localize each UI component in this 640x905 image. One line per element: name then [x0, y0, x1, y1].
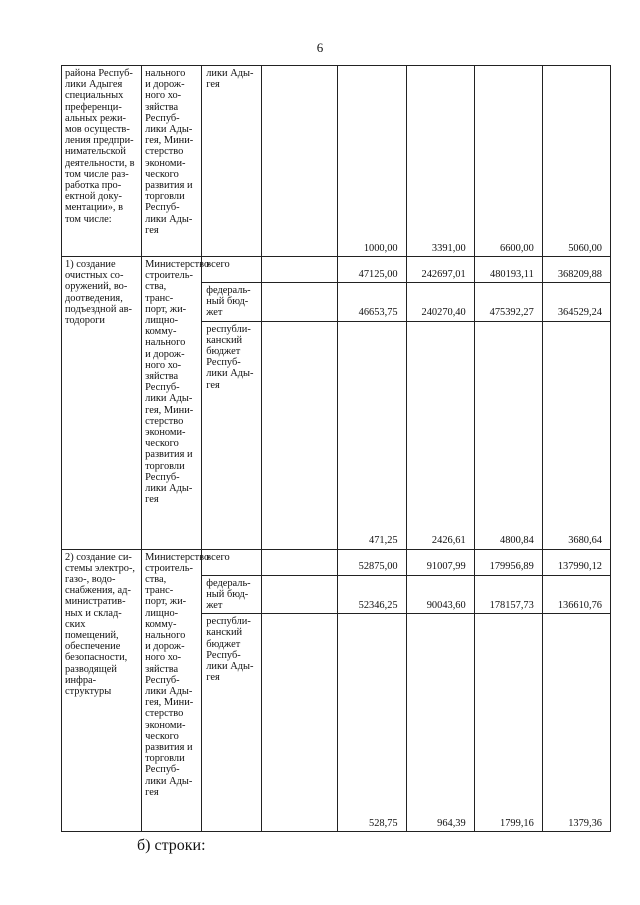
- executor-cell: Министерство строитель- ства, транс- порт, жи- лищно- комму- нального и дорож- ного хо- зяйства Респуб- лики Ады- гея, Мини- стерство экономи- ческого развития и торговли Респуб- лики Ады- гея: [142, 549, 202, 832]
- page-number: 6: [316, 40, 324, 55]
- measure-name-cell: 1) создание очистных со- оружений, во- доотведения, подъездной ав- тодороги: [62, 257, 142, 550]
- value-cell: 3680,64: [542, 321, 610, 549]
- budget-table: [61, 65, 611, 832]
- value-cell: 6600,00: [474, 66, 542, 257]
- funding-source-cell: федераль- ный бюд- жет: [202, 575, 262, 614]
- table-row: [62, 66, 611, 257]
- value-cell: 240270,40: [406, 283, 474, 322]
- table-row: [62, 257, 611, 283]
- value-cell: 242697,01: [406, 257, 474, 283]
- value-cell: 1000,00: [338, 66, 406, 257]
- value-cell: 137990,12: [542, 549, 610, 575]
- value-cell: 52346,25: [338, 575, 406, 614]
- value-cell: 1799,16: [474, 614, 542, 832]
- value-cell: 368209,88: [542, 257, 610, 283]
- value-cell: 4800,84: [474, 321, 542, 549]
- table-row: [62, 549, 611, 575]
- value-cell: 2426,61: [406, 321, 474, 549]
- value-cell: 480193,11: [474, 257, 542, 283]
- value-cell: 90043,60: [406, 575, 474, 614]
- measure-name-cell: района Респуб- лики Адыгея специальных преференци- альных режи- мов осуществ- ления предпри- нимательской деятельности, в том числе раз- работка про- ектной доку- ментации», в том числе:: [62, 66, 142, 257]
- value-cell: 52875,00: [338, 549, 406, 575]
- empty-cell: [262, 66, 338, 257]
- value-cell: 178157,73: [474, 575, 542, 614]
- funding-source-cell: всего: [202, 549, 262, 575]
- empty-cell: [262, 614, 338, 832]
- value-cell: 3391,00: [406, 66, 474, 257]
- empty-cell: [262, 321, 338, 549]
- value-cell: 179956,89: [474, 549, 542, 575]
- executor-cell: Министерство строитель- ства, транс- порт, жи- лищно- комму- нального и дорож- ного хо- зяйства Респуб- лики Ады- гея, Мини- стерство экономи- ческого развития и торговли Респуб- лики Ады- гея: [142, 257, 202, 550]
- funding-source-cell: всего: [202, 257, 262, 283]
- value-cell: 528,75: [338, 614, 406, 832]
- value-cell: 136610,76: [542, 575, 610, 614]
- section-caption: б) строки:: [137, 837, 206, 854]
- funding-source-cell: лики Ады- гея: [202, 66, 262, 257]
- value-cell: 964,39: [406, 614, 474, 832]
- empty-cell: [262, 575, 338, 614]
- value-cell: 5060,00: [542, 66, 610, 257]
- executor-cell: нального и дорож- ного хо- зяйства Респуб- лики Ады- гея, Мини- стерство экономи- ческого развития и торговли Респуб- лики Ады- гея: [142, 66, 202, 257]
- value-cell: 364529,24: [542, 283, 610, 322]
- funding-source-cell: республи- канский бюджет Респуб- лики Ады- гея: [202, 614, 262, 832]
- value-cell: 1379,36: [542, 614, 610, 832]
- funding-source-cell: федераль- ный бюд- жет: [202, 283, 262, 322]
- empty-cell: [262, 257, 338, 283]
- measure-name-cell: 2) создание си- стемы электро-, газо-, водо- снабжения, ад- министратив- ных и склад- ских помещений, обеспечение безопасности, разводящей инфра- структуры: [62, 549, 142, 832]
- empty-cell: [262, 283, 338, 322]
- value-cell: 475392,27: [474, 283, 542, 322]
- value-cell: 47125,00: [338, 257, 406, 283]
- value-cell: 471,25: [338, 321, 406, 549]
- value-cell: 46653,75: [338, 283, 406, 322]
- empty-cell: [262, 549, 338, 575]
- value-cell: 91007,99: [406, 549, 474, 575]
- funding-source-cell: республи- канский бюджет Респуб- лики Ады- гея: [202, 321, 262, 549]
